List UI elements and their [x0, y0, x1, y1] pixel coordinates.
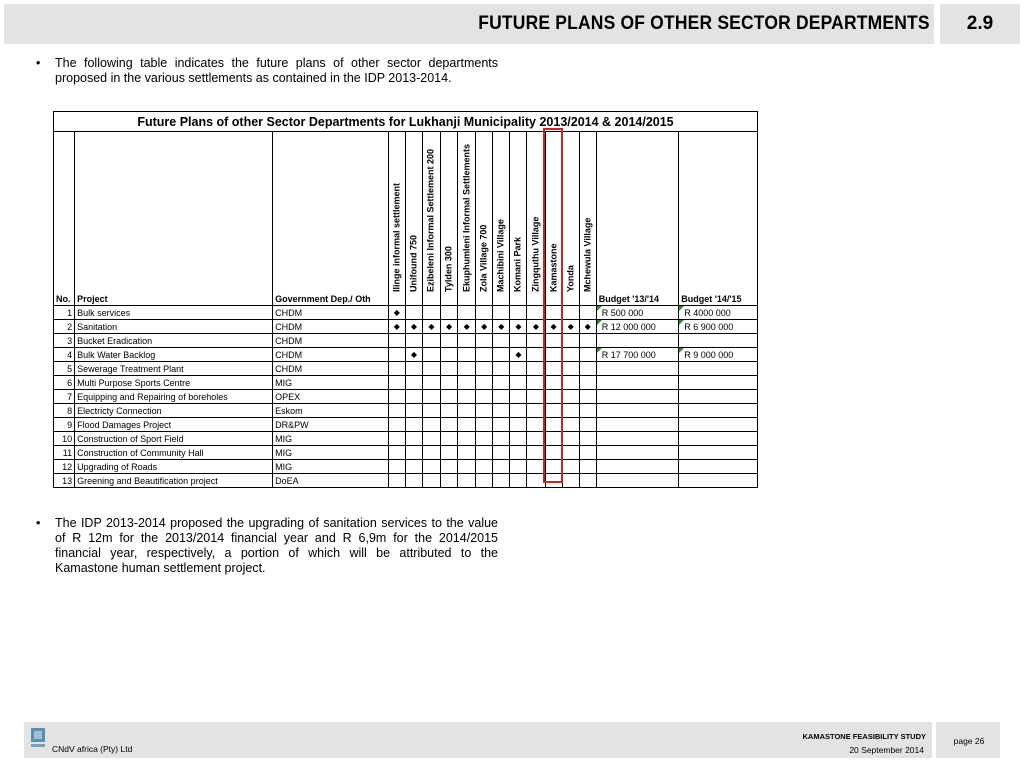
empty-cell [458, 460, 476, 474]
comment-marker-icon [679, 348, 684, 353]
row-budget-1314 [596, 390, 678, 404]
empty-cell [422, 432, 440, 446]
empty-cell [493, 460, 510, 474]
row-number: 1 [54, 306, 75, 320]
empty-cell [405, 474, 422, 488]
row-department: CHDM [273, 320, 389, 334]
col-header-settlement: Ilinge informal settlement [388, 132, 405, 306]
empty-cell [476, 432, 493, 446]
row-number: 8 [54, 404, 75, 418]
row-department: OPEX [273, 390, 389, 404]
empty-cell [405, 362, 422, 376]
table-header-row [54, 132, 758, 306]
empty-cell [405, 446, 422, 460]
col-header-settlement: Komani Park [510, 132, 527, 306]
empty-cell [476, 418, 493, 432]
budget-value: R 6 900 000 [684, 321, 734, 332]
empty-cell [493, 348, 510, 362]
summary-text: The IDP 2013-2014 proposed the upgrading of sanitation services to the value of R 12m for the 2013/2014 financial year and R 6,9m for the 2014/2015 financial year, respectively, a portion of which will be attributed to the Kamastone human settlement project. [55, 516, 498, 575]
row-budget-1314 [596, 460, 678, 474]
row-budget-1415 [679, 418, 758, 432]
table-row [54, 390, 758, 404]
row-project: Bucket Eradication [75, 334, 273, 348]
table-row [54, 334, 758, 348]
empty-cell [493, 334, 510, 348]
empty-cell [422, 334, 440, 348]
empty-cell [476, 404, 493, 418]
row-budget-1314 [596, 446, 678, 460]
row-budget-1415 [679, 320, 758, 334]
budget-value: R 500 000 [601, 307, 644, 318]
empty-cell [579, 390, 596, 404]
empty-cell [422, 474, 440, 488]
diamond-icon: ◆ [422, 320, 440, 334]
table-row [54, 404, 758, 418]
table-title: Future Plans of other Sector Departments for Lukhanji Municipality 2013/2014 & 2014/2015 [54, 112, 758, 132]
empty-cell [422, 404, 440, 418]
empty-cell [388, 446, 405, 460]
empty-cell [458, 446, 476, 460]
row-project: Upgrading of Roads [75, 460, 273, 474]
table-row [54, 376, 758, 390]
empty-cell [579, 362, 596, 376]
diamond-icon: ◆ [579, 320, 596, 334]
company-logo-icon [30, 726, 46, 750]
col-header-settlement: Mchewula Village [579, 132, 596, 306]
row-number: 3 [54, 334, 75, 348]
empty-cell [441, 474, 458, 488]
table-row [54, 306, 758, 320]
diamond-icon: ◆ [405, 348, 422, 362]
table-body [54, 306, 758, 488]
row-budget-1314 [596, 376, 678, 390]
bullet-icon: • [36, 56, 41, 70]
intro-text: The following table indicates the future plans of other sector departments proposed in the various settlements as contained in the IDP 2013-2014. [55, 56, 498, 85]
row-number: 9 [54, 418, 75, 432]
bullet-icon: • [36, 516, 41, 530]
empty-cell [562, 306, 579, 320]
empty-cell [579, 404, 596, 418]
empty-cell [579, 418, 596, 432]
row-budget-1415 [679, 362, 758, 376]
empty-cell [458, 306, 476, 320]
table-row [54, 432, 758, 446]
col-header-budget-1415: Budget '14/'15 [679, 132, 758, 306]
comment-marker-icon [597, 320, 602, 325]
empty-cell [562, 404, 579, 418]
empty-cell [476, 446, 493, 460]
empty-cell [493, 404, 510, 418]
empty-cell [493, 306, 510, 320]
empty-cell [422, 446, 440, 460]
row-project: Sewerage Treatment Plant [75, 362, 273, 376]
empty-cell [579, 334, 596, 348]
empty-cell [422, 306, 440, 320]
empty-cell [562, 432, 579, 446]
empty-cell [493, 474, 510, 488]
row-project: Construction of Community Hall [75, 446, 273, 460]
empty-cell [562, 334, 579, 348]
row-department: DoEA [273, 474, 389, 488]
row-budget-1415 [679, 446, 758, 460]
diamond-icon: ◆ [545, 320, 562, 334]
empty-cell [458, 418, 476, 432]
budget-value: R 9 000 000 [684, 349, 734, 360]
empty-cell [579, 460, 596, 474]
row-number: 4 [54, 348, 75, 362]
empty-cell [388, 376, 405, 390]
empty-cell [458, 362, 476, 376]
footer-study-title: KAMASTONE FEASIBILITY STUDY [802, 732, 926, 741]
row-budget-1415 [679, 334, 758, 348]
row-budget-1415 [679, 432, 758, 446]
diamond-icon: ◆ [510, 320, 527, 334]
col-header-settlement: Kamastone [545, 132, 562, 306]
budget-value: R 4000 000 [684, 307, 731, 318]
diamond-icon: ◆ [458, 320, 476, 334]
row-department: MIG [273, 432, 389, 446]
empty-cell [441, 432, 458, 446]
empty-cell [388, 460, 405, 474]
comment-marker-icon [597, 306, 602, 311]
table-row [54, 348, 758, 362]
empty-cell [441, 348, 458, 362]
empty-cell [476, 390, 493, 404]
row-number: 5 [54, 362, 75, 376]
empty-cell [562, 362, 579, 376]
empty-cell [422, 460, 440, 474]
empty-cell [493, 376, 510, 390]
empty-cell [441, 306, 458, 320]
row-budget-1314 [596, 320, 678, 334]
empty-cell [493, 390, 510, 404]
footer-divider [932, 722, 936, 758]
row-project: Multi Purpose Sports Centre [75, 376, 273, 390]
empty-cell [458, 432, 476, 446]
row-budget-1415 [679, 390, 758, 404]
empty-cell [579, 432, 596, 446]
col-header-settlement: Ekuphumleni Informal Settlements [458, 132, 476, 306]
empty-cell [388, 404, 405, 418]
empty-cell [458, 404, 476, 418]
empty-cell [388, 334, 405, 348]
col-header-settlement: Yonda [562, 132, 579, 306]
empty-cell [441, 390, 458, 404]
empty-cell [405, 404, 422, 418]
col-header-budget-1314: Budget '13/'14 [596, 132, 678, 306]
empty-cell [510, 306, 527, 320]
empty-cell [562, 474, 579, 488]
empty-cell [562, 460, 579, 474]
row-project: Flood Damages Project [75, 418, 273, 432]
diamond-icon: ◆ [562, 320, 579, 334]
diamond-icon: ◆ [510, 348, 527, 362]
empty-cell [579, 474, 596, 488]
row-budget-1314 [596, 306, 678, 320]
row-budget-1314 [596, 348, 678, 362]
empty-cell [441, 334, 458, 348]
row-number: 6 [54, 376, 75, 390]
row-budget-1314 [596, 404, 678, 418]
row-project: Equipping and Repairing of boreholes [75, 390, 273, 404]
table-row [54, 474, 758, 488]
empty-cell [510, 418, 527, 432]
table-row [54, 446, 758, 460]
row-department: DR&PW [273, 418, 389, 432]
table-row [54, 362, 758, 376]
comment-marker-icon [679, 306, 684, 311]
section-number: 2.9 [966, 13, 994, 34]
empty-cell [476, 362, 493, 376]
row-project: Greening and Beautification project [75, 474, 273, 488]
budget-value: R 12 000 000 [601, 321, 656, 332]
table-row [54, 320, 758, 334]
row-project: Construction of Sport Field [75, 432, 273, 446]
row-department: MIG [273, 446, 389, 460]
row-department: CHDM [273, 334, 389, 348]
row-number: 10 [54, 432, 75, 446]
diamond-icon: ◆ [388, 320, 405, 334]
empty-cell [388, 390, 405, 404]
row-project: Bulk Water Backlog [75, 348, 273, 362]
col-header-settlement: Unifound 750 [405, 132, 422, 306]
col-header-settlement: Zola Village 700 [476, 132, 493, 306]
empty-cell [458, 376, 476, 390]
col-header-settlement: Ezibeleni Informal Settlement 200 [422, 132, 440, 306]
row-department: MIG [273, 376, 389, 390]
col-header-settlement: Machibini Village [493, 132, 510, 306]
col-header-settlement: Zingquthu Village [527, 132, 545, 306]
empty-cell [579, 306, 596, 320]
future-plans-table [53, 111, 758, 488]
kamastone-highlight-box [543, 128, 563, 483]
row-department: CHDM [273, 362, 389, 376]
empty-cell [405, 306, 422, 320]
empty-cell [441, 460, 458, 474]
diamond-icon: ◆ [527, 320, 545, 334]
row-budget-1314 [596, 362, 678, 376]
page-title: FUTURE PLANS OF OTHER SECTOR DEPARTMENTS [478, 13, 930, 34]
budget-value: R 17 700 000 [601, 349, 656, 360]
empty-cell [510, 460, 527, 474]
page-number: page 26 [953, 736, 985, 746]
empty-cell [510, 432, 527, 446]
empty-cell [441, 404, 458, 418]
col-header-dept: Government Dep./ Oth [273, 132, 389, 306]
row-number: 2 [54, 320, 75, 334]
col-header-project: Project [75, 132, 273, 306]
table-row [54, 460, 758, 474]
row-number: 11 [54, 446, 75, 460]
empty-cell [458, 348, 476, 362]
empty-cell [493, 418, 510, 432]
empty-cell [441, 418, 458, 432]
empty-cell [441, 362, 458, 376]
row-budget-1415 [679, 306, 758, 320]
empty-cell [476, 334, 493, 348]
empty-cell [422, 390, 440, 404]
empty-cell [510, 334, 527, 348]
row-project: Sanitation [75, 320, 273, 334]
row-project: Bulk services [75, 306, 273, 320]
comment-marker-icon [679, 320, 684, 325]
empty-cell [510, 404, 527, 418]
empty-cell [388, 432, 405, 446]
col-header-settlement: Tylden 300 [441, 132, 458, 306]
row-budget-1415 [679, 474, 758, 488]
empty-cell [562, 376, 579, 390]
empty-cell [562, 418, 579, 432]
empty-cell [388, 474, 405, 488]
empty-cell [493, 362, 510, 376]
comment-marker-icon [597, 348, 602, 353]
empty-cell [493, 446, 510, 460]
row-budget-1314 [596, 334, 678, 348]
empty-cell [579, 446, 596, 460]
empty-cell [579, 376, 596, 390]
col-header-no: No. [54, 132, 75, 306]
intro-paragraph [36, 56, 498, 86]
empty-cell [388, 362, 405, 376]
row-department: MIG [273, 460, 389, 474]
diamond-icon: ◆ [493, 320, 510, 334]
empty-cell [493, 432, 510, 446]
empty-cell [579, 348, 596, 362]
empty-cell [510, 474, 527, 488]
empty-cell [388, 418, 405, 432]
diamond-icon: ◆ [388, 306, 405, 320]
row-budget-1314 [596, 474, 678, 488]
empty-cell [476, 306, 493, 320]
row-budget-1314 [596, 418, 678, 432]
footer-date: 20 September 2014 [849, 745, 924, 755]
empty-cell [422, 348, 440, 362]
empty-cell [422, 376, 440, 390]
table-row [54, 418, 758, 432]
empty-cell [458, 474, 476, 488]
empty-cell [562, 390, 579, 404]
empty-cell [476, 348, 493, 362]
row-number: 12 [54, 460, 75, 474]
empty-cell [510, 362, 527, 376]
empty-cell [562, 446, 579, 460]
row-budget-1415 [679, 348, 758, 362]
empty-cell [422, 362, 440, 376]
diamond-icon: ◆ [441, 320, 458, 334]
empty-cell [510, 390, 527, 404]
empty-cell [510, 376, 527, 390]
empty-cell [562, 348, 579, 362]
row-number: 7 [54, 390, 75, 404]
empty-cell [510, 446, 527, 460]
empty-cell [405, 418, 422, 432]
empty-cell [405, 334, 422, 348]
empty-cell [476, 460, 493, 474]
row-budget-1415 [679, 460, 758, 474]
row-project: Electricty Connection [75, 404, 273, 418]
row-budget-1415 [679, 404, 758, 418]
summary-paragraph [36, 516, 498, 576]
diamond-icon: ◆ [405, 320, 422, 334]
empty-cell [441, 446, 458, 460]
row-department: CHDM [273, 348, 389, 362]
row-department: CHDM [273, 306, 389, 320]
empty-cell [405, 460, 422, 474]
empty-cell [388, 348, 405, 362]
empty-cell [458, 334, 476, 348]
row-budget-1415 [679, 376, 758, 390]
diamond-icon: ◆ [476, 320, 493, 334]
empty-cell [405, 376, 422, 390]
row-department: Eskom [273, 404, 389, 418]
empty-cell [458, 390, 476, 404]
empty-cell [405, 390, 422, 404]
empty-cell [476, 376, 493, 390]
row-budget-1314 [596, 432, 678, 446]
empty-cell [422, 418, 440, 432]
row-number: 13 [54, 474, 75, 488]
empty-cell [476, 474, 493, 488]
footer-company: CNdV africa (Pty) Ltd [52, 744, 133, 754]
empty-cell [441, 376, 458, 390]
empty-cell [405, 432, 422, 446]
